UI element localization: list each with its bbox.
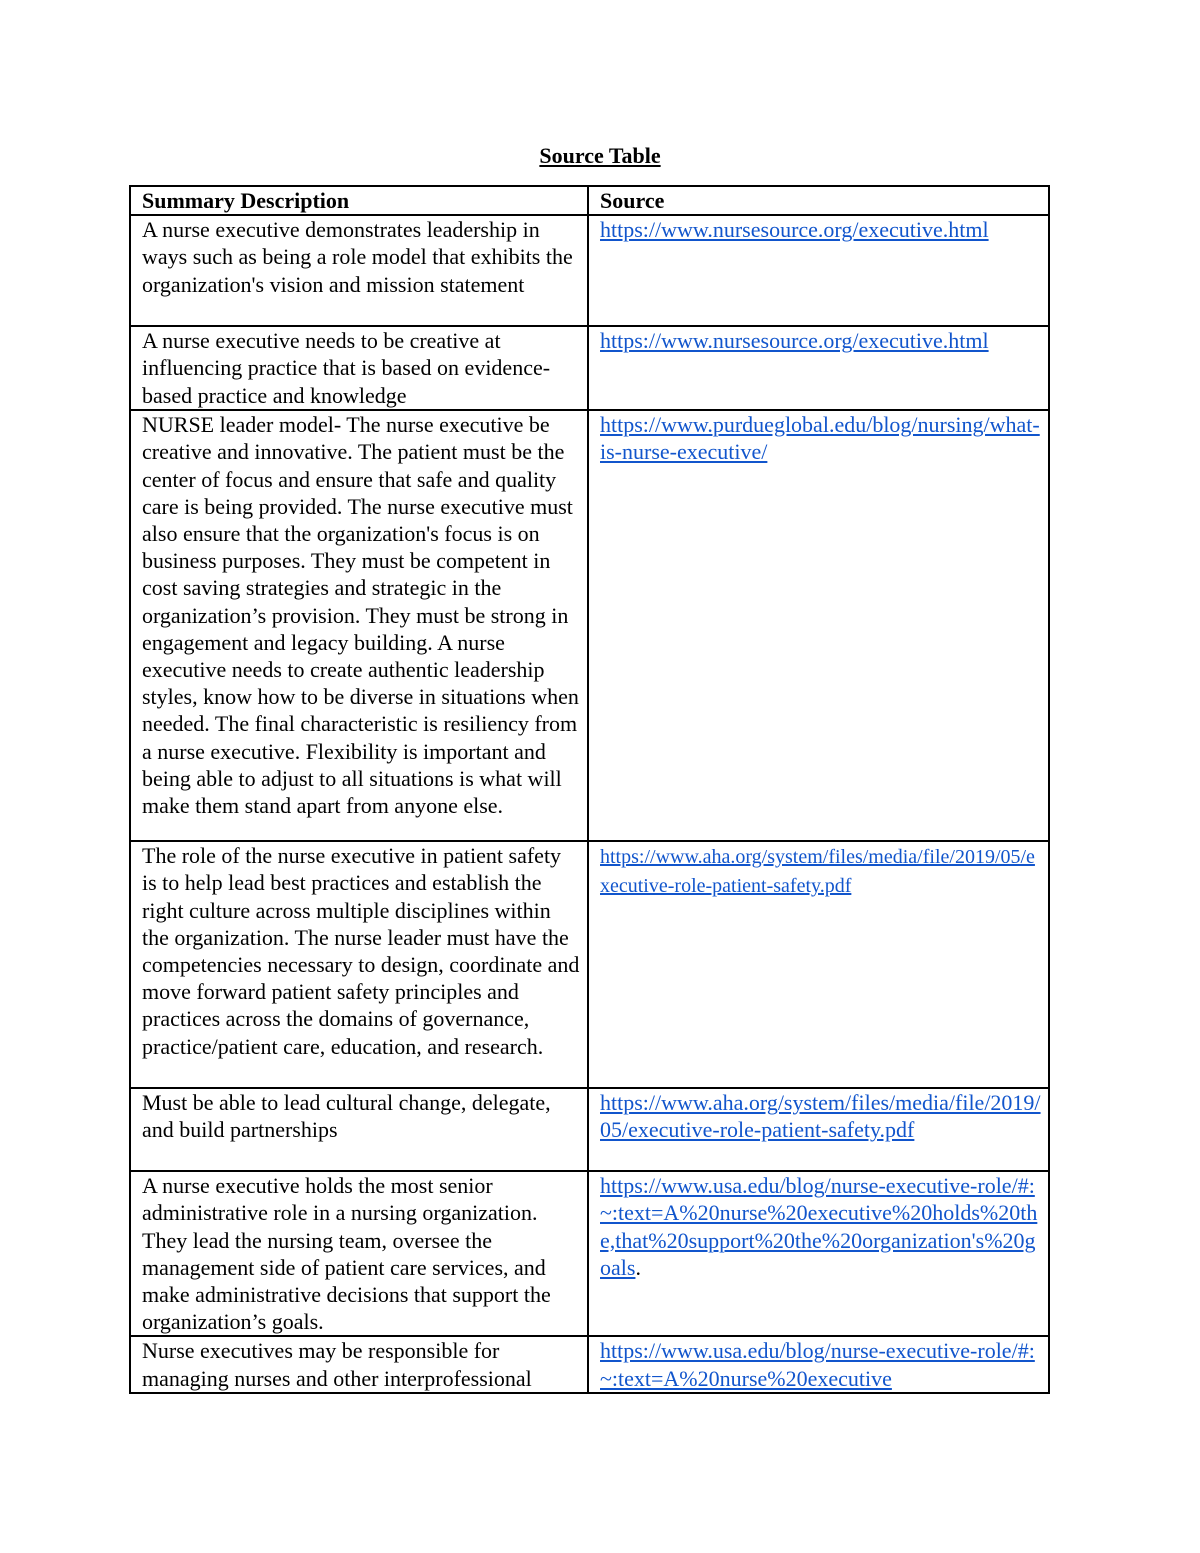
table-row <box>130 410 1049 841</box>
source-link[interactable]: https://www.usa.edu/blog/nurse-executive-role/#:~:text=A%20nurse%20executive <box>600 1338 1035 1391</box>
source-table <box>129 185 1050 1394</box>
source-cell <box>588 1336 1049 1393</box>
source-cell <box>588 215 1049 326</box>
table-row <box>130 326 1049 410</box>
summary-cell: Nurse executives may be responsible for managing nurses and other interprofessional <box>130 1336 588 1393</box>
table-row <box>130 841 1049 1088</box>
header-summary-description: Summary Description <box>130 186 588 215</box>
source-link[interactable]: https://www.aha.org/system/files/media/file/2019/05/executive-role-patient-safety.pdf <box>600 846 1035 898</box>
summary-cell: Must be able to lead cultural change, delegate, and build partnerships <box>130 1088 588 1171</box>
source-cell <box>588 1088 1049 1171</box>
table-header-row <box>130 186 1049 215</box>
table-row <box>130 215 1049 326</box>
source-link[interactable]: https://www.aha.org/system/files/media/file/2019/05/executive-role-patient-safety.pdf <box>600 1090 1041 1143</box>
source-link[interactable]: https://www.nursesource.org/executive.html <box>600 328 989 354</box>
source-suffix: . <box>635 1254 641 1280</box>
source-cell <box>588 410 1049 841</box>
source-link[interactable]: https://www.nursesource.org/executive.html <box>600 217 989 243</box>
header-source: Source <box>588 186 1049 215</box>
source-link[interactable]: https://www.usa.edu/blog/nurse-executive-role/#:~:text=A%20nurse%20executive%20holds%20the,that%20support%20the%20organization's%20goals <box>600 1173 1038 1280</box>
summary-cell: A nurse executive demonstrates leadership in ways such as being a role model that exhibits the organization's vision and mission statement <box>130 215 588 326</box>
table-row <box>130 1336 1049 1393</box>
summary-cell: NURSE leader model- The nurse executive be creative and innovative. The patient must be the center of focus and ensure that safe and quality care is being provided. The nurse executive must also ensure that the organization's focus is on business purposes. They must be competent in cost saving strategies and strategic in the organization’s provision. They must be strong in engagement and legacy building. A nurse executive needs to create authentic leadership styles, know how to be diverse in situations when needed. The final characteristic is resiliency from a nurse executive. Flexibility is important and being able to adjust to all situations is what will make them stand apart from anyone else. <box>130 410 588 841</box>
source-cell <box>588 841 1049 1088</box>
summary-cell: A nurse executive holds the most senior administrative role in a nursing organization. They lead the nursing team, oversee the management side of patient care services, and make administrative decisions that support the organization’s goals. <box>130 1171 588 1336</box>
table-row <box>130 1171 1049 1336</box>
table-row <box>130 1088 1049 1171</box>
summary-cell: A nurse executive needs to be creative at influencing practice that is based on evidence-based practice and knowledge <box>130 326 588 410</box>
source-cell <box>588 1171 1049 1336</box>
page-title: Source Table <box>539 143 661 168</box>
source-cell <box>588 326 1049 410</box>
summary-cell: The role of the nurse executive in patient safety is to help lead best practices and establish the right culture across multiple disciplines within the organization. The nurse leader must have the competencies necessary to design, coordinate and move forward patient safety principles and practices across the domains of governance, practice/patient care, education, and research. <box>130 841 588 1088</box>
source-link[interactable]: https://www.purdueglobal.edu/blog/nursing/what-is-nurse-executive/ <box>600 412 1040 465</box>
